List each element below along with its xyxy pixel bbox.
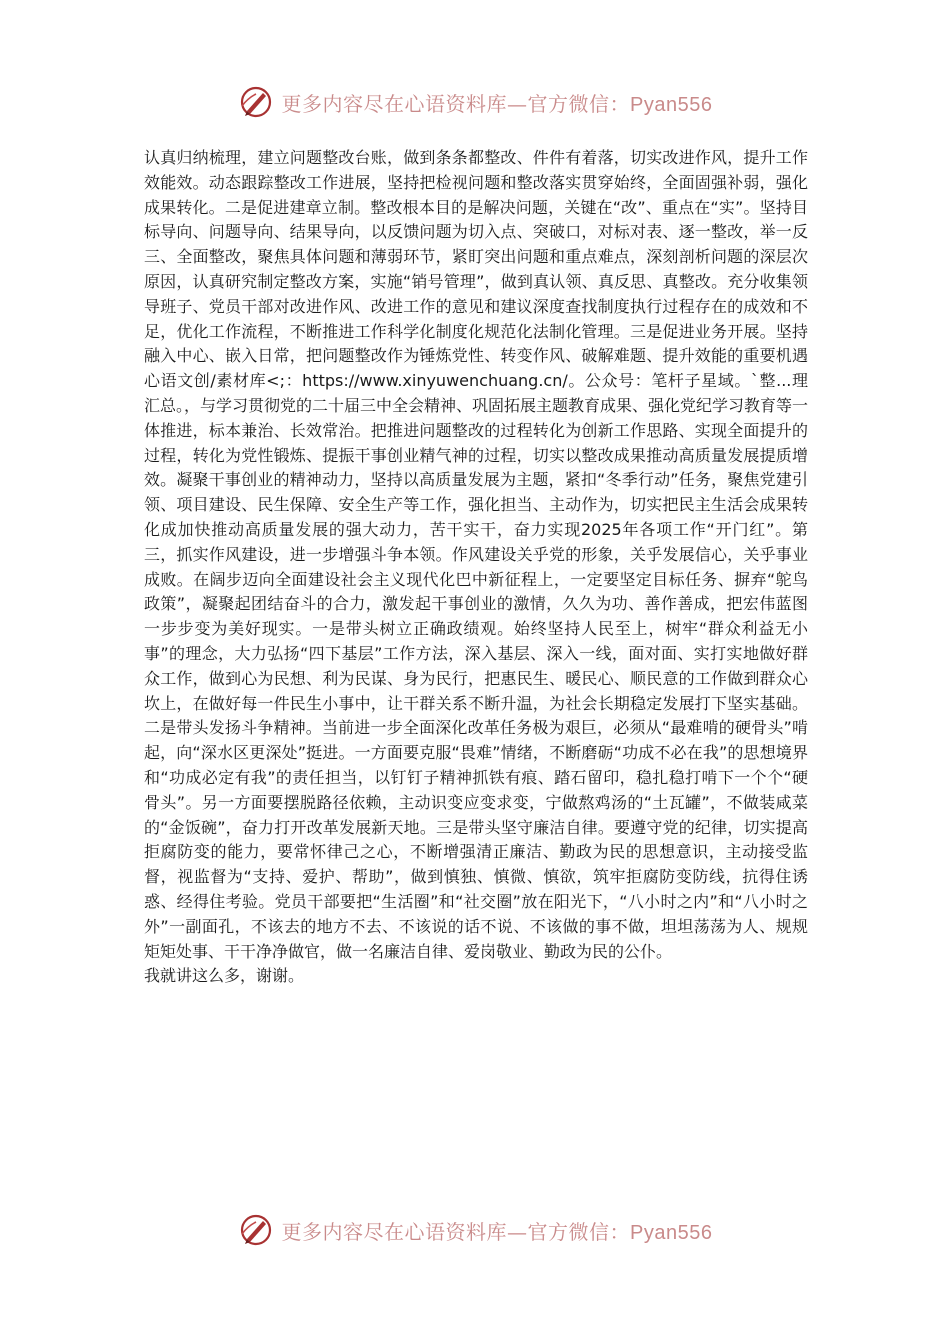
document-body: [144, 146, 808, 989]
watermark-text: 更多内容尽在心语资料库—官方微信：Pyan556: [281, 1219, 713, 1244]
pen-logo-icon: [238, 84, 274, 120]
watermark-text: 更多内容尽在心语资料库—官方微信：Pyan556: [281, 91, 713, 116]
footer-watermark: [0, 1212, 950, 1248]
pen-logo-icon: [238, 1212, 274, 1248]
header-watermark: [0, 84, 950, 120]
closing-line: 我就讲这么多，谢谢。: [144, 966, 305, 986]
body-paragraph: 认真归纳梳理，建立问题整改台账，做到条条都整改、件件有着落，切实改进作风，提升工作效能效。动态跟踪整改工作进展，坚持把检视问题和整改落实贯穿始终，全面固强补弱，强化成果转化。二是促进建章立制。整改根本目的是解决问题，关键在“改”、重点在“实”。坚持目标导向、问题导向、结果导向，以反馈问题为切入点、突破口，对标对表、逐一整改，举一反三、全面整改，聚焦具体问题和薄弱环节，紧盯突出问题和重点难点，深刻剖析问题的深层次原因，认真研究制定整改方案，实施“销号管理”，做到真认领、真反思、真整改。充分收集领导班子、党员干部对改进作风、改进工作的意见和建议深度查找制度执行过程存在的成效和不足，优化工作流程，不断推进工作科学化制度化规范化法制化管理。三是促进业务开展。坚持融入中心、嵌入日常，把问题整改作为锤炼党性、转变作风、破解难题、提升效能的重要机遇心语文创/素材库<;：https://www.xinyuwenchuang.cn/。公众号：笔杆子星域。`整...理汇总。，与学习贯彻党的二十届三中全会精神、巩固拓展主题教育成果、强化党纪学习教育等一体推进，标本兼治、长效常治。把推进问题整改的过程转化为创新工作思路、实现全面提升的过程，转化为党性锻炼、提振干事创业精气神的过程，切实以整改成果推动高质量发展提质增效。凝聚干事创业的精神动力，坚持以高质量发展为主题，紧扣“冬季行动”任务，聚焦党建引领、项目建设、民生保障、安全生产等工作，强化担当、主动作为，切实把民主生活会成果转化成加快推动高质量发展的强大动力，苦干实干，奋力实现2025年各项工作“开门红”。第三，抓实作风建设，进一步增强斗争本领。作风建设关乎党的形象，关乎发展信心，关乎事业成败。在阔步迈向全面建设社会主义现代化巴中新征程上，一定要坚定目标任务、摒弃“鸵鸟政策”，凝聚起团结奋斗的合力，激发起干事创业的激情，久久为功、善作善成，把宏伟蓝图一步步变为美好现实。一是带头树立正确政绩观。始终坚持人民至上，树牢“群众利益无小事”的理念，大力弘扬“四下基层”工作方法，深入基层、深入一线，面对面、实打实地做好群众工作，做到心为民想、利为民谋、身为民行，把惠民生、暖民心、顺民意的工作做到群众心坎上，在做好每一件民生小事中，让干群关系不断升温，为社会长期稳定发展打下坚实基础。二是带头发扬斗争精神。当前进一步全面深化改革任务极为艰巨，必须从“最难啃的硬骨头”啃起，向“深水区更深处”挺进。一方面要克服“畏难”情绪，不断磨砺“功成不必在我”的思想境界和“功成必定有我”的责任担当，以钉钉子精神抓铁有痕、踏石留印，稳扎稳打啃下一个个“硬骨头”。另一方面要摆脱路径依赖，主动识变应变求变，宁做熬鸡汤的“土瓦罐”，不做装咸菜的“金饭碗”，奋力打开改革发展新天地。三是带头坚守廉洁自律。要遵守党的纪律，切实提高拒腐防变的能力，要常怀律己之心，不断增强清正廉洁、勤政为民的思想意识，主动接受监督，视监督为“支持、爱护、帮助”，做到慎独、慎微、慎欲，筑牢拒腐防变防线，抗得住诱惑、经得住考验。党员干部要把“生活圈”和“社交圈”放在阳光下，“八小时之内”和“八小时之外”一副面孔，不该去的地方不去、不该说的话不说、不该做的事不做，坦坦荡荡为人、规规矩矩处事、干干净净做官，做一名廉洁自律、爱岗敬业、勤政为民的公仆。: [144, 148, 809, 961]
